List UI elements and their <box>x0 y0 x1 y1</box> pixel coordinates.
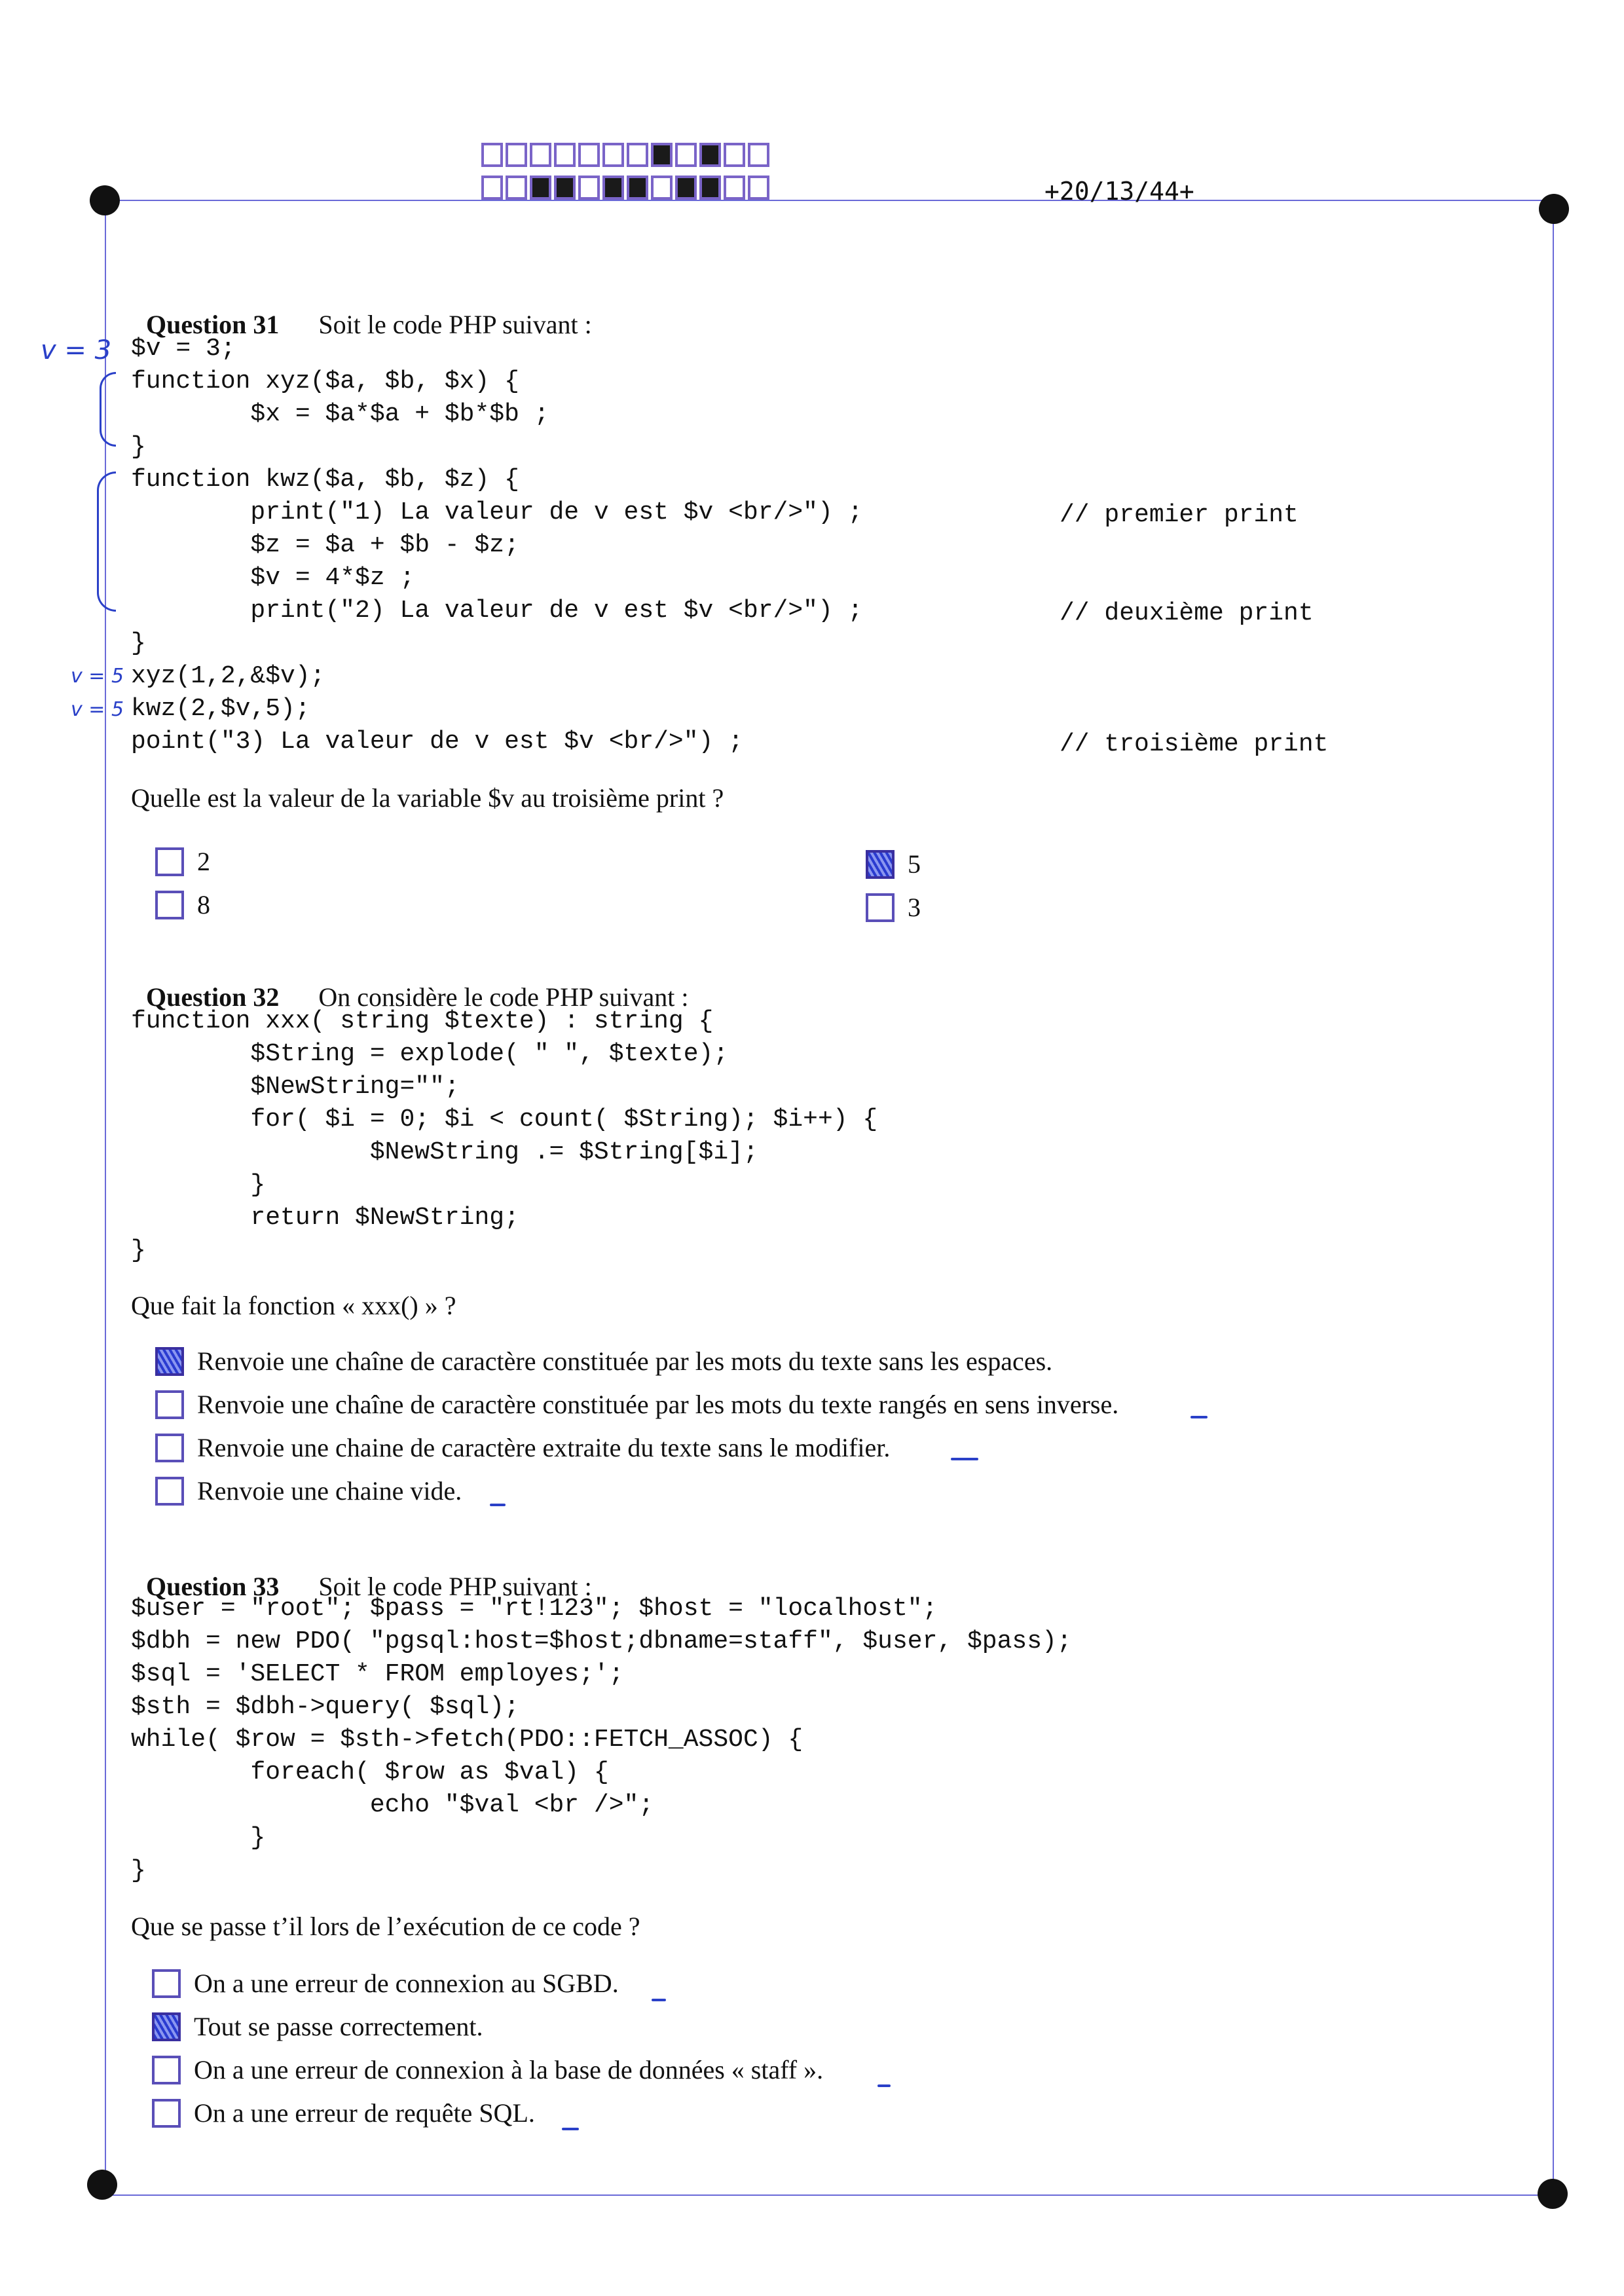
q31-code: $v = 3; function xyz($a, $b, $x) { $x = $a*$a + $b*$b ; } function kwz($a, $b, $z) { print("1) La valeur de v est $v <br/>") ; $z = $a + $b - $z; $v = 4*$z ; print("2) La valeur de v est $v <br/>") ; } xyz(1,2,&$v); kwz(2,$v,5); point("3) La valeur de v est $v <br/>") ; <box>131 335 863 756</box>
checkbox[interactable] <box>152 1969 181 1998</box>
q33-number: Question 33 <box>146 1572 280 1601</box>
barcode-cell <box>602 176 624 200</box>
barcode-cell <box>675 143 697 167</box>
barcode-cell <box>530 143 551 167</box>
barcode-cell <box>675 176 697 200</box>
q32-question: Que fait la fonction « xxx() » ? <box>131 1291 456 1320</box>
handwritten-mark <box>490 1504 506 1506</box>
barcode-cell <box>554 143 576 167</box>
checkbox[interactable] <box>152 2056 181 2084</box>
option-label: 8 <box>197 890 210 919</box>
q32-number: Question 32 <box>146 982 280 1012</box>
q33-option-4[interactable] <box>152 2098 535 2128</box>
barcode-cell <box>651 143 673 167</box>
handwritten-v-eq-3: v = 3 <box>41 335 112 365</box>
handwritten-brace-kwz <box>97 472 116 612</box>
q32-header <box>133 951 688 1012</box>
barcode-cell <box>506 143 527 167</box>
option-label: Renvoie une chaine de caractère extraite du texte sans le modifier. <box>197 1433 891 1462</box>
handwritten-mark <box>562 2128 579 2130</box>
option-label: Renvoie une chaîne de caractère constituée par les mots du texte rangés en sens inverse. <box>197 1390 1119 1419</box>
barcode-cell <box>506 176 527 200</box>
checkbox-checked[interactable] <box>152 2012 181 2041</box>
checkbox[interactable] <box>155 847 184 876</box>
q33-option-1[interactable] <box>152 1968 619 1999</box>
barcode-cell <box>481 176 503 200</box>
q31-option-5[interactable] <box>866 849 921 880</box>
checkbox[interactable] <box>155 1477 184 1506</box>
handwritten-v-eq-5-b: v = 5 <box>71 698 124 721</box>
barcode-cell <box>699 143 721 167</box>
q31-number: Question 31 <box>146 310 280 339</box>
checkbox[interactable] <box>155 1390 184 1419</box>
option-label: 2 <box>197 847 210 876</box>
handwritten-v-eq-5-a: v = 5 <box>71 665 124 688</box>
barcode-cell <box>602 143 624 167</box>
checkbox[interactable] <box>152 2099 181 2128</box>
q31-comment-1: // premier print <box>1060 501 1299 529</box>
option-label: 5 <box>908 849 921 879</box>
checkbox[interactable] <box>866 893 895 922</box>
q31-header <box>133 278 592 340</box>
corner-mark-top-right <box>1539 194 1569 224</box>
barcode-cell <box>651 176 673 200</box>
barcode-cell <box>627 143 648 167</box>
q33-intro: Soit le code PHP suivant : <box>318 1572 592 1601</box>
barcode-cell <box>530 176 551 200</box>
checkbox-checked[interactable] <box>866 850 895 879</box>
corner-mark-bottom-left <box>87 2170 117 2200</box>
q32-code: function xxx( string $texte) : string { $String = explode( " ", $texte); $NewString=""; for( $i = 0; $i < count( $String); $i++) { $NewString .= $String[$i]; } return $NewString; } <box>131 1007 878 1265</box>
barcode-cell <box>748 143 769 167</box>
option-label: Tout se passe correctement. <box>194 2012 483 2041</box>
checkbox-checked[interactable] <box>155 1347 184 1376</box>
handwritten-mark <box>877 2084 891 2087</box>
barcode-cell <box>578 143 600 167</box>
barcode-cell <box>578 176 600 200</box>
option-label: On a une erreur de connexion à la base de données « staff ». <box>194 2055 824 2084</box>
option-label: Renvoie une chaîne de caractère constituée par les mots du texte sans les espaces. <box>197 1346 1053 1376</box>
option-label: Renvoie une chaine vide. <box>197 1476 462 1506</box>
barcode-cell <box>724 143 745 167</box>
barcode-row-1 <box>481 143 772 167</box>
handwritten-mark <box>951 1458 978 1460</box>
q31-option-2[interactable] <box>155 846 210 877</box>
q32-option-2[interactable] <box>155 1389 1118 1420</box>
q32-option-1[interactable] <box>155 1346 1052 1377</box>
option-label: On a une erreur de connexion au SGBD. <box>194 1969 619 1998</box>
q31-comment-3: // troisième print <box>1060 730 1329 758</box>
q32-option-4[interactable] <box>155 1475 462 1506</box>
handwritten-mark <box>652 1999 666 2001</box>
barcode-cell <box>554 176 576 200</box>
barcode-cell <box>481 143 503 167</box>
barcode-cell <box>627 176 648 200</box>
barcode-cell <box>699 176 721 200</box>
corner-mark-bottom-right <box>1538 2179 1568 2209</box>
barcode-row-2 <box>481 176 772 200</box>
checkbox[interactable] <box>155 891 184 919</box>
corner-mark-top-left <box>90 185 120 215</box>
q32-intro: On considère le code PHP suivant : <box>318 982 689 1012</box>
q31-option-3[interactable] <box>866 892 921 923</box>
q33-question: Que se passe t’il lors de l’exécution de ce code ? <box>131 1912 640 1941</box>
q33-option-3[interactable] <box>152 2054 823 2085</box>
handwritten-brace-xyz <box>100 372 116 447</box>
option-label: On a une erreur de requête SQL. <box>194 2098 535 2128</box>
q31-option-8[interactable] <box>155 889 210 920</box>
barcode-cell <box>724 176 745 200</box>
q31-question: Quelle est la valeur de la variable $v au troisième print ? <box>131 783 724 813</box>
q32-option-3[interactable] <box>155 1432 890 1463</box>
page-id: +20/13/44+ <box>1044 177 1194 206</box>
q33-option-2[interactable] <box>152 2011 483 2042</box>
q31-intro: Soit le code PHP suivant : <box>318 310 592 339</box>
option-label: 3 <box>908 893 921 922</box>
q33-code: $user = "root"; $pass = "rt!123"; $host = "localhost"; $dbh = new PDO( "pgsql:host=$host;dbname=staff", $user, $pass); $sql = 'SELECT * FROM employes;'; $sth = $dbh->query( $sql); while( $row = $sth->fetch(PDO::FETCH_ASSOC) { foreach( $row as $val) { echo "$val <br />"; } } <box>131 1595 1072 1885</box>
barcode-cell <box>748 176 769 200</box>
handwritten-mark <box>1190 1416 1208 1418</box>
q31-comment-2: // deuxième print <box>1060 599 1314 627</box>
checkbox[interactable] <box>155 1434 184 1462</box>
